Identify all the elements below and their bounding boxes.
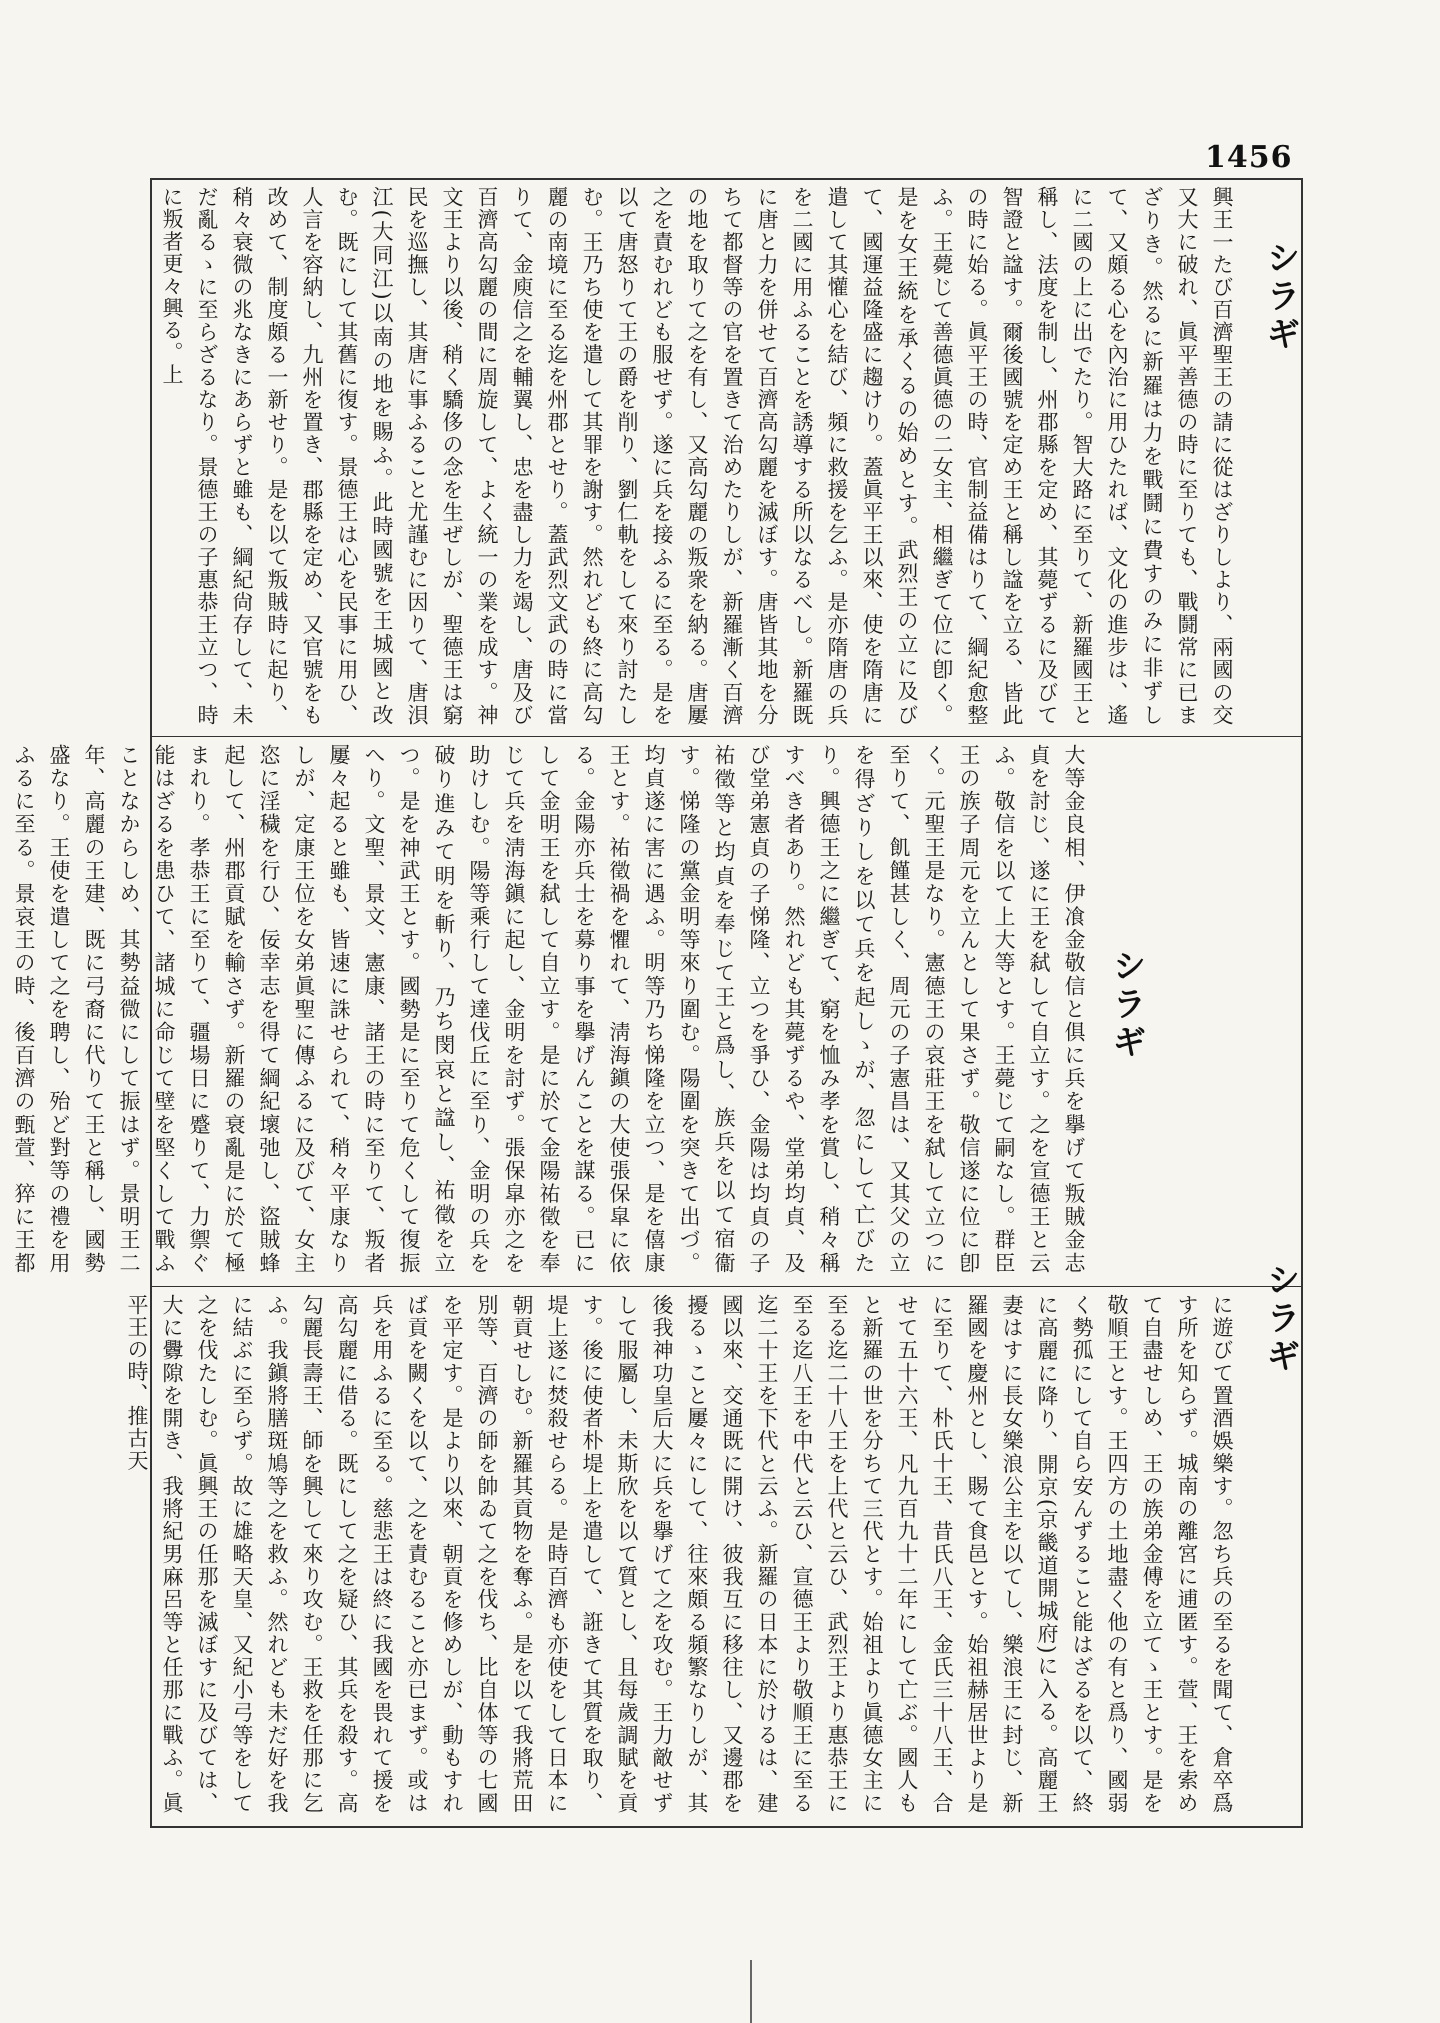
- section-2: [12, 738, 1301, 1286]
- section-1: [152, 180, 1301, 736]
- body-text-1: 興王一たび百濟聖王の請に從はざりしより、兩國の交又大に破れ、眞平善德の時に至りても、戰鬪常に已まざりき。然るに新羅は力を戰鬪に費すのみに非ずして、又頗る心を內治に用ひたれば、文化の進步は、遙に二國の上に出でたり。智大路に至りて、新羅國王と稱し、法度を制し、州郡縣を定め、其薨ずるに及びて智證と諡す。爾後國號を定め王と稱し諡を立る、皆此の時に始る。眞平王の時、官制益備はりて、綱紀愈整ふ。王薨じて善德眞德の二女主、相繼ぎて位に卽く。是を女王統を承くるの始めとす。武烈王の立に及びて、國運益隆盛に趨けり。蓋眞平王以來、使を隋唐に遣して其懽心を結び、頻に救援を乞ふ。是亦隋唐の兵を二國に用ふることを誘導する所以なるべし。新羅既に唐と力を併せて百濟高勾麗を滅ぼす。唐皆其地を分ちて都督等の官を置きて治めたりしが、新羅漸く百濟の地を取りて之を有し、又高勾麗の叛衆を納る。唐屢之を責むれども服せず。遂に兵を接ふるに至る。是を以て唐怒りて王の爵を削り、劉仁軌をして來り討たしむ。王乃ち使を遣して其罪を謝す。然れども終に高勾麗の南境に至る迄を州郡とせり。蓋武烈文武の時に當りて、金庾信之を輔翼し、忠を盡し力を竭し、唐及び百濟高勾麗の間に周旋して、よく統一の業を成す。神文王より以後、稍く驕侈の念を生ぜしが、聖德王は窮民を巡撫し、其唐に事ふること尤謹むに因りて、唐浿江(大同江)以南の地を賜ふ。此時國號を王城國と改む。既にして其舊に復す。景德王は心を民事に用ひ、人言を容納し、九州を置き、郡縣を定め、又官號をも改めて、制度頗る一新せり。是を以て叛賊時に起り、稍々衰微の兆なきにあらずと雖も、綱紀尙存して、未だ亂るゝに至らざるなり。景德王の子惠恭王立つ、時に叛者更々興る。上: [160, 186, 1234, 726]
- section-divider-1: [152, 736, 1301, 737]
- page-number: 1456: [1205, 140, 1293, 175]
- section-3: [125, 1262, 1301, 1826]
- headword-2: シラギ: [1106, 948, 1146, 1062]
- body-text-2: 大等金良相、伊飡金敬信と俱に兵を擧げて叛賊金志貞を討じ、遂に王を弑して自立す。之を宣德王と云ふ。敬信を以て上大等とす。王薨じて嗣なし。群臣王の族子周元を立んとして果さず。敬信遂に位に卽く。元聖王是なり。憲德王の哀莊王を弑して立つに至りて、飢饉甚しく、周元の子憲昌は、又其父の立を得ざりしを以て兵を起しゝが、忽にして亡びたり。興德王之に繼ぎて、窮を恤み孝を賞し、稍々稱すべき者あり。然れども其薨ずるや、堂弟均貞、及び堂弟憲貞の子悌隆、立つを爭ひ、金陽は均貞の子祐徵等と均貞を奉じて王と爲し、族兵を以て宿衞す。悌隆の黨金明等來り圍む。陽圍を突きて出づ。均貞遂に害に遇ふ。明等乃ち悌隆を立つ、是を僖康王とす。祐徵禍を懼れて、淸海鎭の大使張保皐に依る。金陽亦兵士を募り事を擧げんことを謀る。已にして金明王を弑して自立す。是に於て金陽祐徵を奉じて兵を淸海鎭に起し、金明を討ず。張保皐亦之を助けしむ。陽等乘行して達伐丘に至り、金明の兵を破り進みて明を斬り、乃ち閔哀と諡し、祐徵を立つ。是を神武王とす。國勢是に至りて危くして復振へり。文聖、景文、憲康、諸王の時に至りて、叛者屢々起ると雖も、皆速に誅せられて、稍々平康なりしが、定康王位を女弟眞聖に傳ふるに及びて、女主恣に淫穢を行ひ、佞幸志を得て綱紀壞弛し、盜賊蜂起して、州郡貢賦を輸さず。新羅の衰亂是に於て極まれり。孝恭王に至りて、疆場日に蹙りて、力禦ぐ能はざるを患ひて、諸城に命じて壁を堅くして戰ふことなからしめ、其勢益微にして振はず。景明王二年、高麗の王建、既に弓裔に代りて王と稱し、國勢盛なり。王使を遣して之を聘し、殆ど對等の禮を用ふるに至る。景哀王の時、後百濟の甄萱、猝に王都: [12, 744, 1086, 1274]
- headword-3: シラギ: [1260, 1262, 1300, 1376]
- binding-gutter-mark: [750, 1960, 752, 2023]
- section-divider-2: [152, 1286, 1301, 1287]
- page-frame: [12, 178, 1303, 1828]
- headword-1: シラギ: [1260, 240, 1300, 354]
- body-text-3: に遊びて置酒娛樂す。忽ち兵の至るを聞て、倉卒爲す所を知らず。城南の離宮に逋匿す。萱、王を索めて自盡せしめ、王の族弟金傅を立てゝ王とす。是を敬順王とす。王四方の土地盡く他の有と爲り、國弱く勢孤にして自ら安んずること能はざるを以て、終に高麗に降り、開京(京畿道開城府)に入る。高麗王妻はすに長女樂浪公主を以てし、樂浪王に封じ、新羅國を慶州とし、賜て食邑とす。始祖赫居世より是に至りて、朴氏十王、昔氏八王、金氏三十八王、合せて五十六王、凡九百九十二年にして亡ぶ。國人もと新羅の世を分ちて三代とす。始祖より眞德女主に至る迄二十八王を上代と云ひ、武烈王より惠恭王に至る迄八王を中代と云ひ、宣德王より敬順王に至る迄二十王を下代と云ふ。新羅の日本に於けるは、建國以來、交通既に開け、彼我互に移往し、又邊郡を擾るゝこと屢々にして、往來頗る頻繁なりしが、其後我神功皇后大に兵を擧げて之を攻む。王力敵せずして服屬し、未斯欣を以て質とし、且每歲調賦を貢す。後に使者朴堤上を遣して、誑きて其質を取り、堤上遂に焚殺せらる。是時百濟も亦使をして日本に朝貢せしむ。新羅其貢物を奪ふ。是を以て我將荒田別等、百濟の師を帥ゐて之を伐ち、比自体等の七國を平定す。是より以來、朝貢を修めしが、動もすれば貢を闕くを以て、之を責むること亦已まず。或は兵を用ふるに至る。慈悲王は終に我國を畏れて援を高勾麗に借る。既にして之を疑ひ、其兵を殺す。高勾麗長壽王、師を興して來り攻む。王救を任那に乞ふ。我鎭將膳斑鳩等之を救ふ。然れども未だ好を我に結ぶに至らず。故に雄略天皇、又紀小弓等をして之を伐たしむ。眞興王の任那を滅ぼすに及びては、大に釁隙を開き、我將紀男麻呂等と任那に戰ふ。眞平王の時、推古天: [125, 1294, 1234, 1814]
